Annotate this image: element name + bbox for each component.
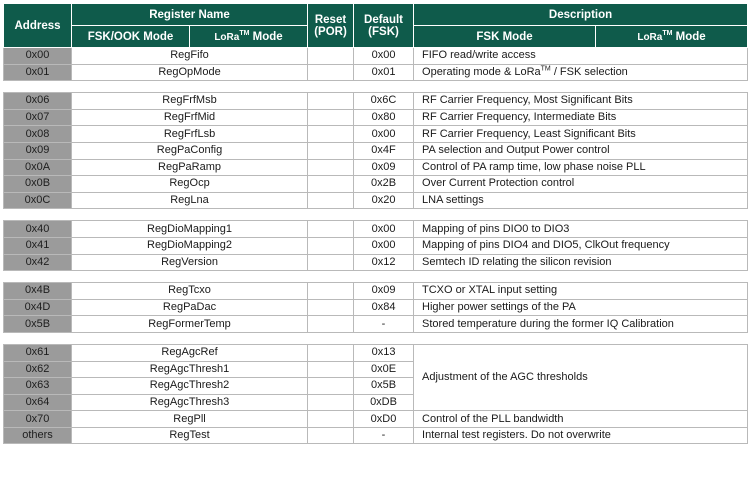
reset-cell bbox=[308, 394, 354, 411]
reset-cell bbox=[308, 48, 354, 65]
reset-cell bbox=[308, 283, 354, 300]
table-row bbox=[4, 64, 748, 81]
default-cell: 0x5B bbox=[354, 378, 414, 395]
register-name-cell: RegAgcThresh1 bbox=[72, 361, 308, 378]
table-row bbox=[4, 221, 748, 238]
default-cell: 0xD0 bbox=[354, 411, 414, 428]
default-cell: 0x12 bbox=[354, 254, 414, 271]
reset-cell bbox=[308, 176, 354, 193]
table-row bbox=[4, 126, 748, 143]
reset-cell bbox=[308, 142, 354, 159]
default-cell: 0x00 bbox=[354, 221, 414, 238]
description-cell: PA selection and Output Power control bbox=[414, 142, 748, 159]
register-name-cell: RegAgcThresh3 bbox=[72, 394, 308, 411]
default-cell: 0x4F bbox=[354, 142, 414, 159]
register-name-cell: RegFrfLsb bbox=[72, 126, 308, 143]
default-cell: 0x09 bbox=[354, 283, 414, 300]
table-row bbox=[4, 176, 748, 193]
address-cell: 0x07 bbox=[4, 109, 72, 126]
description-cell: Over Current Protection control bbox=[414, 176, 748, 193]
desc-lora-mode-header: LoRa™ Mode bbox=[596, 26, 748, 48]
address-cell: 0x06 bbox=[4, 93, 72, 110]
reset-cell bbox=[308, 221, 354, 238]
address-cell: 0x4B bbox=[4, 283, 72, 300]
register-name-cell: RegOcp bbox=[72, 176, 308, 193]
register-name-cell: RegLna bbox=[72, 192, 308, 209]
register-name-cell: RegFifo bbox=[72, 48, 308, 65]
register-name-cell: RegFrfMid bbox=[72, 109, 308, 126]
address-cell: others bbox=[4, 427, 72, 444]
register-name-cell: RegFormerTemp bbox=[72, 316, 308, 333]
register-name-cell: RegDioMapping1 bbox=[72, 221, 308, 238]
table-row bbox=[4, 283, 748, 300]
address-cell: 0x61 bbox=[4, 344, 72, 361]
address-cell: 0x0B bbox=[4, 176, 72, 193]
address-cell: 0x09 bbox=[4, 142, 72, 159]
reset-cell bbox=[308, 159, 354, 176]
reset-cell bbox=[308, 361, 354, 378]
description-cell: RF Carrier Frequency, Most Significant Bits bbox=[414, 93, 748, 110]
reset-cell bbox=[308, 299, 354, 316]
address-cell: 0x08 bbox=[4, 126, 72, 143]
register-table bbox=[3, 3, 748, 444]
register-name-cell: RegAgcRef bbox=[72, 344, 308, 361]
description-header: Description bbox=[414, 4, 748, 26]
register-name-cell: RegPaRamp bbox=[72, 159, 308, 176]
address-header: Address bbox=[4, 4, 72, 48]
description-cell: RF Carrier Frequency, Least Significant Bits bbox=[414, 126, 748, 143]
description-cell: RF Carrier Frequency, Intermediate Bits bbox=[414, 109, 748, 126]
default-cell: 0x2B bbox=[354, 176, 414, 193]
description-cell: Operating mode & LoRa™ / FSK selection bbox=[414, 64, 748, 81]
description-cell: Mapping of pins DIO0 to DIO3 bbox=[414, 221, 748, 238]
table-row bbox=[4, 344, 748, 361]
address-cell: 0x0C bbox=[4, 192, 72, 209]
register-name-cell: RegAgcThresh2 bbox=[72, 378, 308, 395]
description-cell: Control of the PLL bandwidth bbox=[414, 411, 748, 428]
address-cell: 0x00 bbox=[4, 48, 72, 65]
table-row bbox=[4, 411, 748, 428]
default-cell: 0xDB bbox=[354, 394, 414, 411]
description-cell: TCXO or XTAL input setting bbox=[414, 283, 748, 300]
address-cell: 0x41 bbox=[4, 237, 72, 254]
reset-header: Reset (POR) bbox=[308, 4, 354, 48]
address-cell: 0x42 bbox=[4, 254, 72, 271]
table-row bbox=[4, 48, 748, 65]
default-cell: - bbox=[354, 427, 414, 444]
default-cell: 0x00 bbox=[354, 237, 414, 254]
default-cell: 0x80 bbox=[354, 109, 414, 126]
table-row bbox=[4, 237, 748, 254]
table-row bbox=[4, 192, 748, 209]
table-row bbox=[4, 142, 748, 159]
register-name-cell: RegFrfMsb bbox=[72, 93, 308, 110]
reset-cell bbox=[308, 411, 354, 428]
default-cell: 0x00 bbox=[354, 126, 414, 143]
fsk-ook-mode-header: FSK/OOK Mode bbox=[72, 26, 190, 48]
register-name-header: Register Name bbox=[72, 4, 308, 26]
description-cell: Mapping of pins DIO4 and DIO5, ClkOut frequency bbox=[414, 237, 748, 254]
table-row bbox=[4, 316, 748, 333]
default-cell: 0x0E bbox=[354, 361, 414, 378]
default-cell: 0x20 bbox=[354, 192, 414, 209]
table-row bbox=[4, 159, 748, 176]
table-row bbox=[4, 109, 748, 126]
description-cell: LNA settings bbox=[414, 192, 748, 209]
default-cell: - bbox=[354, 316, 414, 333]
default-cell: 0x13 bbox=[354, 344, 414, 361]
register-name-cell: RegPaConfig bbox=[72, 142, 308, 159]
agc-description-cell: Adjustment of the AGC thresholds bbox=[414, 344, 748, 410]
address-cell: 0x01 bbox=[4, 64, 72, 81]
register-name-cell: RegVersion bbox=[72, 254, 308, 271]
default-header: Default (FSK) bbox=[354, 4, 414, 48]
table-row bbox=[4, 427, 748, 444]
register-name-cell: RegTest bbox=[72, 427, 308, 444]
description-cell: Stored temperature during the former IQ Calibration bbox=[414, 316, 748, 333]
reset-cell bbox=[308, 64, 354, 81]
address-cell: 0x64 bbox=[4, 394, 72, 411]
reset-cell bbox=[308, 126, 354, 143]
register-name-cell: RegPaDac bbox=[72, 299, 308, 316]
reset-cell bbox=[308, 316, 354, 333]
default-cell: 0x00 bbox=[354, 48, 414, 65]
description-cell: Control of PA ramp time, low phase noise PLL bbox=[414, 159, 748, 176]
address-cell: 0x63 bbox=[4, 378, 72, 395]
address-cell: 0x5B bbox=[4, 316, 72, 333]
description-cell: Internal test registers. Do not overwrite bbox=[414, 427, 748, 444]
register-name-cell: RegDioMapping2 bbox=[72, 237, 308, 254]
reset-cell bbox=[308, 192, 354, 209]
fsk-mode-header: FSK Mode bbox=[414, 26, 596, 48]
default-cell: 0x09 bbox=[354, 159, 414, 176]
address-cell: 0x62 bbox=[4, 361, 72, 378]
reset-cell bbox=[308, 378, 354, 395]
reset-cell bbox=[308, 344, 354, 361]
default-cell: 0x01 bbox=[354, 64, 414, 81]
lora-mode-header: LoRa™ Mode bbox=[190, 26, 308, 48]
register-name-cell: RegTcxo bbox=[72, 283, 308, 300]
reset-cell bbox=[308, 109, 354, 126]
table-row bbox=[4, 254, 748, 271]
table-row bbox=[4, 93, 748, 110]
address-cell: 0x70 bbox=[4, 411, 72, 428]
reset-cell bbox=[308, 237, 354, 254]
address-cell: 0x0A bbox=[4, 159, 72, 176]
reset-cell bbox=[308, 427, 354, 444]
description-cell: FIFO read/write access bbox=[414, 48, 748, 65]
reset-cell bbox=[308, 254, 354, 271]
description-cell: Semtech ID relating the silicon revision bbox=[414, 254, 748, 271]
reset-cell bbox=[308, 93, 354, 110]
default-cell: 0x84 bbox=[354, 299, 414, 316]
table-row bbox=[4, 299, 748, 316]
address-cell: 0x4D bbox=[4, 299, 72, 316]
description-cell: Higher power settings of the PA bbox=[414, 299, 748, 316]
default-cell: 0x6C bbox=[354, 93, 414, 110]
register-name-cell: RegOpMode bbox=[72, 64, 308, 81]
register-name-cell: RegPll bbox=[72, 411, 308, 428]
address-cell: 0x40 bbox=[4, 221, 72, 238]
